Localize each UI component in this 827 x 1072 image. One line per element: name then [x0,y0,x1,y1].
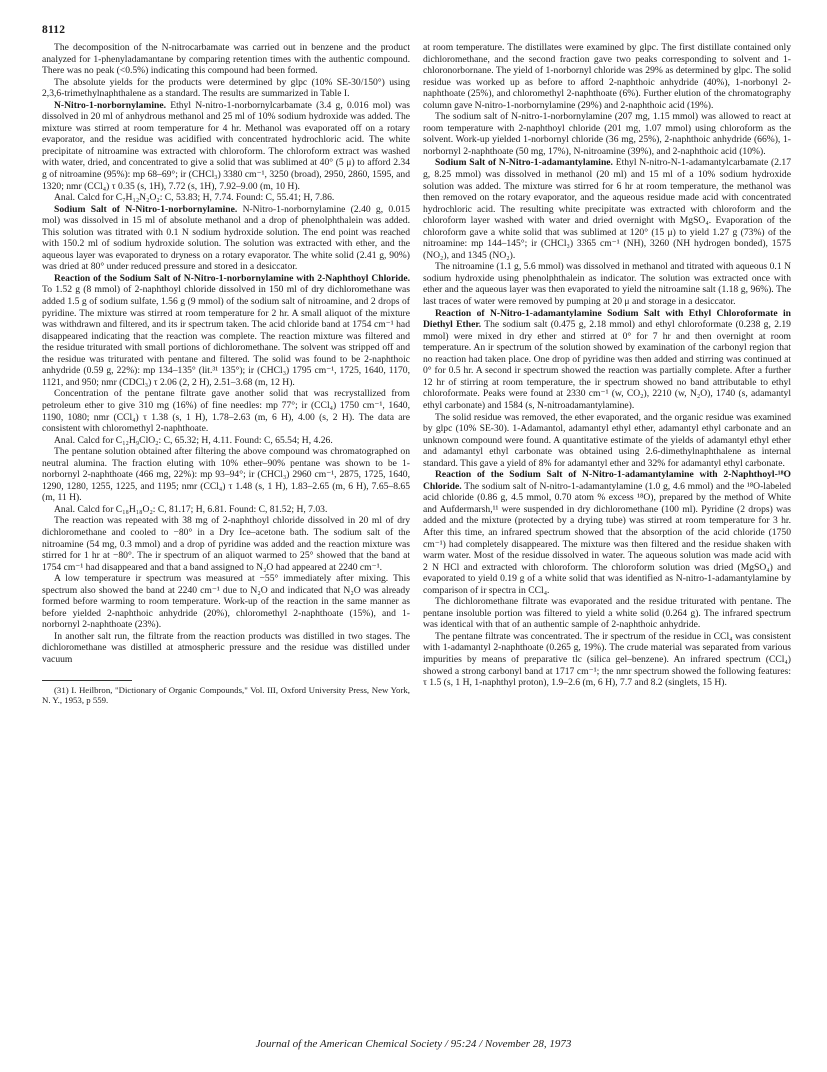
right-column-paragraph [423,111,791,157]
left-column-paragraph [42,204,410,273]
paragraph-text: The pentane filtrate was concentrated. The ir spectrum of the residue in CCl₄ was consistent with 1-adamantyl 2-naphthoate (0.265 g, 19%). The crude material was separated from various impurities by means of preparative tlc (silica gel–benzene). An infrared spectrum (CCl₄) showed a strong carbonyl band at 1717 cm⁻¹; the nmr spectrum showed the following features: τ 1.5 (s, 1 H, 1-naphthyl proton), 1.9–2.6 (m, 6 H), 7.7 and 8.2 (singlets, 15 H). [423,630,791,689]
left-column-paragraph [42,42,410,77]
paragraph-text: Ethyl N-nitro-N-1-adamantylcarbamate (2.17 g, 8.25 mmol) was dissolved in methanol (20 ml) and 15 ml of a 10% sodium hydroxide solution was added. The mixture was stirred for 6 hr at room temperature, the methanol was then removed on the rotary evaporator, and the aqueous residue made acid with concentrated hydrochloric acid. The resulting white precipitate was extracted with chloroform and the chloroform layer washed with water and dried overnight with MgSO₄. Evaporation of the chloroform gave a white solid that was sublimed at 120° (15 μ) to yield 1.27 g (73%) of the nitroamine: mp 144–145°; ir (CHCl₃) 3365 cm⁻¹ (NH), 3260 (NH hydrogen bonded), 1575 (NO₂), and 1345 (NO₂). [423,157,791,261]
footnote-31: (31) I. Heilbron, "Dictionary of Organic Compounds," Vol. III, Oxford University Press, New York, N. Y., 1953, p 559. [42,684,410,705]
paragraph-text: Anal. Calcd for C₁₂H₉ClO₂: C, 65.32; H, 4.11. Found: C, 65.54; H, 4.26. [54,434,333,446]
paragraph-text: The decomposition of the N-nitrocarbamate was carried out in benzene and the product analyzed for 1-phenyladamantane by comparing retention times with the authentic compound. There was no peak (<0.5%) indicating this compound had been formed. [42,42,410,77]
footnote-divider [42,680,132,681]
section-heading: N-Nitro-1-norbornylamine. [54,99,167,111]
right-column [423,42,791,689]
paragraph-text: Anal. Calcd for C₁₈H₁₈O₂: C, 81.17; H, 6.81. Found: C, 81.52; H, 7.03. [54,503,328,515]
left-column-paragraph [42,192,410,204]
right-column-paragraph [423,596,791,631]
paragraph-text: The dichloromethane filtrate was evaporated and the residue triturated with pentane. The pentane insoluble portion was filtered to yield a white solid (0.264 g). The infrared spectrum was identical with that of an authentic sample of 2-naphthoic anhydride. [423,596,791,631]
left-column-paragraphs [42,42,410,666]
right-column-paragraph [423,412,791,470]
left-column-paragraph [42,100,410,192]
left-column-paragraph [42,273,410,388]
paragraph-text: The solid residue was removed, the ether evaporated, and the organic residue was examined by glpc (10% SE-30). 1-Adamantol, adamantyl ethyl ether, adamantyl ethyl carbonate and an unknown compound were found. A quantitative estimate of the yields of adamantyl ethyl ether and adamantyl ethyl carbonate was obtained using 2.6-dimethylnaphthalene as internal standard. This gave a yield of 8% for adamantyl ether and 32% for adamantyl ethyl carbonate. [423,411,791,469]
paragraph-text: at room temperature. The distillates were examined by glpc. The first distillate contained only dichloromethane, and the second fraction gave two peaks corresponding to solvent and 1-chloronorbornane. The yield of 1-norbornyl chloride was 29% as determined by glpc. The solid residue was worked up as before to afford 2-naphthoic anhydride (40%), 1-norbonyl 2-naphthoate (25%), and chloromethyl 2-naphthoate (6%). Further elution of the chromatography column gave N-nitro-1-norbornylamine (29%) and 2-naphthoic acid (19%). [423,42,791,111]
right-column-paragraph [423,631,791,689]
left-column [42,42,410,705]
paragraph-text: In another salt run, the filtrate from the reaction products was distilled in two stages. The dichloromethane was distilled at atmospheric pressure and the residue was distilled under vacuum [42,630,410,665]
right-column-paragraph [423,42,791,111]
paragraph-text: Anal. Calcd for C₇H₁₂N₂O₂: C, 53.83; H, 7.74. Found: C, 55.41; H, 7.86. [54,192,335,204]
right-column-paragraph [423,261,791,307]
paragraph-text: To 1.52 g (8 mmol) of 2-naphthoyl chloride dissolved in 150 ml of dry dichloromethane was added 1.5 g of sodium sulfate, 1.56 g (9 mmol) of the sodium salt of nitroamine, and 2 drops of pyridine. The mixture was stirred at room temperature for 2 hr. A small aliquot of the mixture was withdrawn and filtered, and its ir spectrum taken. The acid chloride band at 1754 cm⁻¹ had disappeared indicating that the reaction was complete. The reaction mixture was filtered and the residue triturated with small portions of dichloromethane. The solvent was stripped off and the residue was triturated with pentane and filtered. The solid was found to be 2-naphthoic anhydride (0.59 g, 22%): mp 134–135° (lit.³¹ 135°); ir (CHCl₃) 1795 cm⁻¹, 1725, 1640, 1170, 1121, and 950; nmr (CDCl₃) τ 2.06 (2, 2 H), 2.51–3.68 (m, 12 H). [42,284,410,388]
left-column-paragraph [42,435,410,447]
paragraph-text: The absolute yields for the products were determined by glpc (10% SE-30/150°) using 2,3,6-trimethylnaphthalene as a standard. The results are summarized in Table I. [42,76,410,100]
left-column-paragraph [42,515,410,573]
left-column-paragraph [42,631,410,666]
section-heading: Reaction of the Sodium Salt of N-Nitro-1-norbornylamine with 2-Naphthoyl Chloride. [54,272,410,284]
page-number: 8112 [42,24,66,36]
section-heading: Reaction of N-Nitro-1-adamantylamine Sodium Salt with Ethyl Chloroformate in Diethyl Ether. [423,307,791,331]
right-column-paragraph [423,469,791,596]
paragraph-text: The sodium salt of N-nitro-1-adamantylamine (1.0 g, 4.6 mmol) and the ¹⁸O-labeled acid chloride (0.86 g, 4.5 mmol, 0.70 atom % excess ¹⁸O), prepared by the method of White and Aufdermarsh,¹¹ were suspended in dry dichloromethane (100 ml). Pyridine (2 drops) was added and the mixture (protected by a drying tube) was stirred at room temperature for 3 hr. After this time, an infrared spectrum showed that the absorption of the acid chloride (1750 cm⁻¹) had completely disappeared. The mixture was then filtered and the residue shaken with warm water. Most of the residue dissolved in water. The aqueous solution was made acid with 2 N HCl and extracted with chloroform. The chloroform solution was dried (MgSO₄) and evaporated to yield 0.19 g of a white solid that was identified as N-nitro-1-adamantylamine by comparison of ir spectra in CCl₄. [423,480,791,596]
left-column-paragraph [42,573,410,631]
left-column-paragraph [42,77,410,100]
paragraph-text: The reaction was repeated with 38 mg of 2-naphthoyl chloride dissolved in 20 ml of dry dichloromethane and cooled to −80° in a Dry Ice–acetone bath. The sodium salt of the nitroamine (54 mg, 0.3 mmol) and a drop of pyridine was added and the reaction mixture was stirred for 1 hr at −80°. The ir spectrum of an aliquot warmed to 25° showed that the band at 1754 cm⁻¹ had disappeared and that a band assigned to N₂O had appeared at 2240 cm⁻¹. [42,515,410,573]
paragraph-text: The nitroamine (1.1 g, 5.6 mmol) was dissolved in methanol and titrated with aqueous 0.1 N sodium hydroxide using phenolphthalein as indicator. The solution was extracted once with ether and the aqueous layer was then evaporated to yield the nitroamine salt (1.18 g, 96%). The last traces of water were removed by pumping at 20 μ and storage in a desiccator. [423,261,791,308]
journal-footer: Journal of the American Chemical Society / 95:24 / November 28, 1973 [255,1038,572,1050]
paragraph-text: The sodium salt of N-nitro-1-norbornylamine (207 mg, 1.15 mmol) was allowed to react at room temperature with 2-naphthoyl chloride (201 mg, 1.07 mmol) using chloroform as the solvent. Work-up yielded 1-norbornyl chloride (36 mg, 25%), 2-naphthoic anhydride (66%), 1-norbornyl 2-naphthoate (50 mg, 17%), N-nitroamine (39%), and 2-naphthoic acid (10%). [423,111,791,157]
paragraph-text: Ethyl N-nitro-1-norbornylcarbamate (3.4 g, 0.016 mol) was dissolved in 20 ml of anhydrous methanol and 25 ml of 10% sodium hydroxide was added. The mixture was stirred at room temperature for 4 hr. Methanol was evaporated off on a rotary evaporator, and the residue was acidified with concentrated hydrochloric acid. The white precipitate of nitroamine was extracted with chloroform. The chloroform extract was washed with water, dried, and concentrated to give a solid that was sublimed at 40° (5 μ) to afford 2.34 g of nitroamine (95%): mp 68–69°; ir (CHCl₃) 3380 cm⁻¹, 3250 (broad), 2950, 2860, 1595, and 1320; nmr (CCl₄) τ 0.35 (s, 1H), 7.72 (s, 1H), 7.92–9.00 (m, 10 H). [42,99,410,192]
left-column-paragraph [42,504,410,516]
section-heading: Sodium Salt of N-Nitro-1-adamantylamine. [435,157,613,169]
paragraph-text: N-Nitro-1-norbornylamine (2.40 g, 0.015 mol) was dissolved in 15 ml of absolute methanol and a drop of phenolphthalein was added. This solution was titrated with 0.1 N sodium hydroxide solution. The end point was reached with 150.2 ml of sodium hydroxide solution. The solution was extracted with ether, and the aqueous layer was evaporated to dryness on a rotary evaporator. The white solid (2.41 g, 90%) was dried at 80° under reduced pressure and stored in a desiccator. [42,203,410,273]
right-column-paragraphs [423,42,791,689]
left-column-paragraph [42,446,410,504]
section-heading: Reaction of the Sodium Salt of N-Nitro-1-adamantylamine with 2-Naphthoyl-¹⁸O Chloride. [423,469,791,492]
paragraph-text: The sodium salt (0.475 g, 2.18 mmol) and ethyl chloroformate (0.238 g, 2.19 mmol) were mixed in dry ether and stirred at 0° for 7 hr and then overnight at room temperature. An ir spectrum of the solution showed by examination of the carbonyl region that no reaction had taken place. One drop of pyridine was then added and stirring was continued at 0° for 0.5 hr. A second ir spectrum showed the reaction was partially complete. After a further 12 hr of stirring at room temperature, the ir spectrum showed no band attributable to ethyl chloroformate. Peaks were found at 2330 cm⁻¹ (w, CO₂), 2210 (w, N₂O), 1740 (s, adamantyl ethyl carbonate) and 1584 (s, N-nitroadamantylamine). [423,319,791,411]
paragraph-text: Concentration of the pentane filtrate gave another solid that was recrystallized from petroleum ether to give 310 mg (16%) of fine needles: mp 77°; ir (CCl₄) 1750 cm⁻¹, 1640, 1190, 1080; nmr (CCl₄) τ 1.38 (s, 1 H), 1.78–2.63 (m, 6 H), 4.00 (s, 2 H). The data are consistent with chloromethyl 2-naphthoate. [42,388,410,435]
right-column-paragraph [423,157,791,261]
paragraph-text: The pentane solution obtained after filtering the above compound was chromatographed on neutral alumina. The fraction eluting with 10% ether–90% pentane was shown to be 1-norbornyl 2-naphthoate (466 mg, 22%): mp 93–94°; ir (CHCl₃) 2960 cm⁻¹, 2875, 1725, 1640, 1290, 1280, 1255, 1225, and 1195; nmr (CCl₄) τ 1.48 (s, 1 H), 1.83–2.65 (m, 6 H), 7.65–8.65 (m, 11 H). [42,446,410,504]
right-column-paragraph [423,308,791,412]
paragraph-text: A low temperature ir spectrum was measured at −55° immediately after mixing. This spectrum also showed the band at 2240 cm⁻¹ due to N₂O and indicated that N₂O was already formed before warming to room temperature. Work-up of the reaction in the same manner as before yielded 2-naphthoic anhydride (20%), chloromethyl 2-naphthoate (15%), and 1-norbornyl 2-naphthoate (23%). [42,573,410,631]
left-column-paragraph [42,388,410,434]
section-heading: Sodium Salt of N-Nitro-1-norbornylamine. [54,203,238,215]
